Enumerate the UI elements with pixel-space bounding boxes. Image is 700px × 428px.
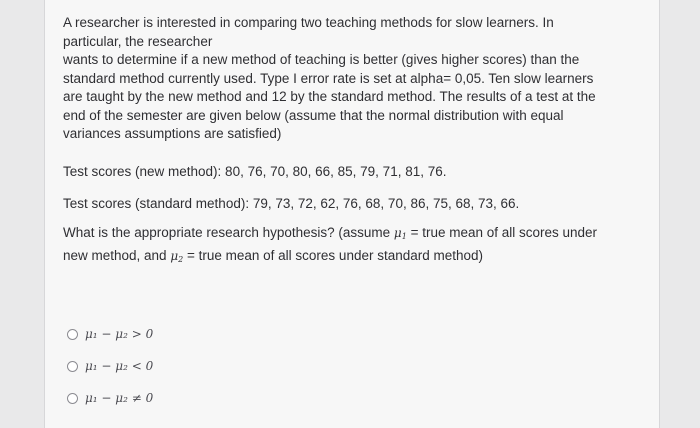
prompt-text: = true mean of all scores under (406, 225, 598, 240)
prompt-text: What is the appropriate research hypothesis? (assume (63, 225, 394, 240)
question-line: are taught by the new method and 12 by the standard method. The results of a test at the (63, 89, 596, 104)
hypothesis-prompt (63, 224, 623, 269)
option-greater-than[interactable] (67, 326, 153, 342)
question-line: A researcher is interested in comparing two teaching methods for slow learners. In (63, 15, 554, 30)
question-line: variances assumptions are satisfied) (63, 126, 282, 141)
answer-options (67, 326, 153, 422)
question-line: end of the semester are given below (assume that the normal distribution with equal (63, 107, 564, 123)
radio-button[interactable] (67, 329, 78, 340)
prompt-line-2 (63, 247, 623, 270)
mu1-symbol: $\mu_1$ (393, 226, 407, 241)
question-line: particular, the researcher (63, 33, 213, 49)
radio-button[interactable] (67, 393, 78, 404)
prompt-line-1 (63, 224, 623, 247)
scores-new-method: Test scores (new method): 80, 76, 70, 80, 66, 85, 79, 71, 81, 76. (63, 164, 447, 179)
scores-standard-method: Test scores (standard method): 79, 73, 72, 62, 76, 68, 70, 86, 75, 68, 73, 66. (63, 196, 520, 211)
option-less-than[interactable] (67, 358, 153, 374)
mu2-symbol: $\mu_2$ (170, 248, 184, 264)
prompt-text: new method, and (63, 247, 171, 263)
question-text (63, 14, 623, 144)
option-label: μ₁ − μ₂ < 0 (85, 359, 154, 373)
option-label: μ₁ − μ₂ > 0 (85, 327, 154, 341)
question-line: wants to determine if a new method of teaching is better (gives higher scores) than the (63, 52, 580, 67)
option-not-equal[interactable] (67, 390, 153, 406)
prompt-text: = true mean of all scores under standard method) (183, 247, 484, 263)
question-line: standard method currently used. Type I error rate is set at alpha= 0,05. Ten slow learners (63, 70, 594, 86)
option-label: μ₁ − μ₂ ≠ 0 (85, 391, 154, 405)
radio-button[interactable] (67, 361, 78, 372)
question-card (44, 0, 660, 428)
